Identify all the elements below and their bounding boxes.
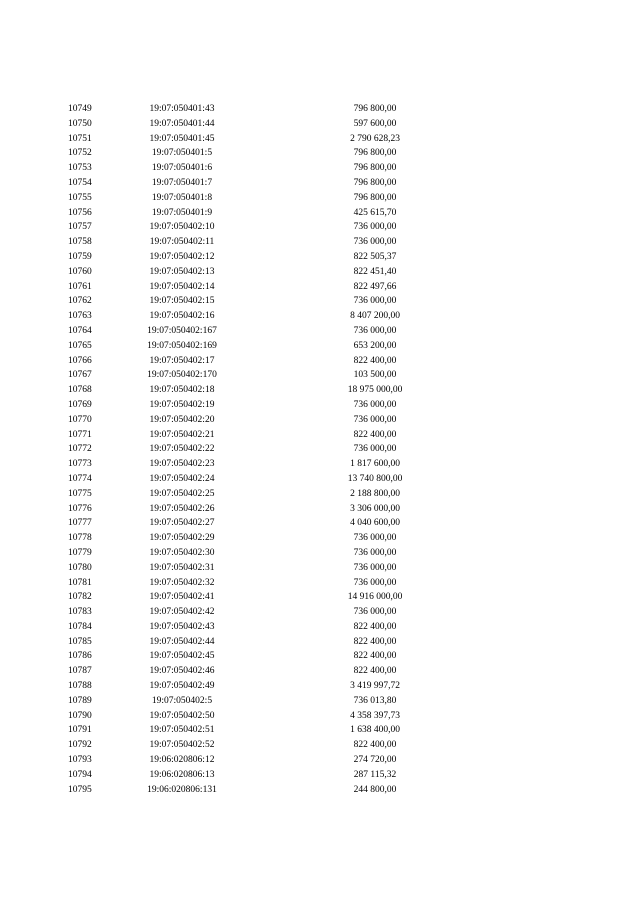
- cadastral-value: 822 400,00: [353, 651, 397, 662]
- row-number: 10790: [68, 710, 92, 721]
- row-number: 10775: [68, 488, 92, 499]
- cadastral-number: 19:07:050402:170: [147, 370, 217, 381]
- row-number: 10793: [68, 755, 92, 766]
- row-number: 10750: [68, 118, 92, 129]
- cadastral-value: 736 000,00: [353, 222, 397, 233]
- table-row: [0, 354, 640, 369]
- cadastral-number: 19:07:050401:9: [151, 207, 213, 218]
- cadastral-value: 796 800,00: [353, 192, 397, 203]
- row-number: 10782: [68, 592, 92, 603]
- cadastral-value: 736 000,00: [353, 577, 397, 588]
- cadastral-value: 822 400,00: [353, 355, 397, 366]
- cadastral-number: 19:07:050402:51: [149, 725, 215, 736]
- row-number: 10780: [68, 562, 92, 573]
- cadastral-number: 19:07:050401:44: [149, 118, 215, 129]
- table-row: [0, 783, 640, 798]
- row-number: 10787: [68, 666, 92, 677]
- row-number: 10777: [68, 518, 92, 529]
- cadastral-value: 736 000,00: [353, 607, 397, 618]
- cadastral-value: 822 505,37: [353, 251, 397, 262]
- table-row: [0, 457, 640, 472]
- cadastral-value: 736 000,00: [353, 562, 397, 573]
- table-row: [0, 502, 640, 517]
- cadastral-number: 19:07:050402:29: [149, 533, 215, 544]
- cadastral-number: 19:07:050402:27: [149, 518, 215, 529]
- row-number: 10784: [68, 621, 92, 632]
- cadastral-number: 19:07:050402:44: [149, 636, 215, 647]
- row-number: 10761: [68, 281, 92, 292]
- row-number: 10762: [68, 296, 92, 307]
- table-row: [0, 339, 640, 354]
- row-number: 10752: [68, 148, 92, 159]
- table-row: [0, 723, 640, 738]
- cadastral-number: 19:06:020806:12: [149, 755, 215, 766]
- cadastral-value: 4 040 600,00: [350, 518, 400, 529]
- cadastral-value: 796 800,00: [353, 104, 397, 114]
- cadastral-number: 19:07:050402:169: [147, 340, 217, 351]
- table-row: [0, 679, 640, 694]
- row-number: 10754: [68, 177, 92, 188]
- table-row: [0, 472, 640, 487]
- table-row: [0, 102, 640, 117]
- cadastral-value: 287 115,32: [353, 769, 397, 780]
- row-number: 10773: [68, 459, 92, 470]
- cadastral-number: 19:06:020806:131: [147, 784, 217, 795]
- cadastral-value: 736 000,00: [353, 444, 397, 455]
- table-row: [0, 487, 640, 502]
- table-row: [0, 576, 640, 591]
- table-row: [0, 280, 640, 295]
- cadastral-number: 19:07:050401:5: [151, 148, 213, 159]
- table-row: [0, 531, 640, 546]
- row-number: 10764: [68, 325, 92, 336]
- cadastral-value: 103 500,00: [353, 370, 397, 381]
- cadastral-value: 736 000,00: [353, 547, 397, 558]
- cadastral-number: 19:07:050402:45: [149, 651, 215, 662]
- cadastral-value: 274 720,00: [353, 755, 397, 766]
- row-number: 10786: [68, 651, 92, 662]
- cadastral-value: 653 200,00: [353, 340, 397, 351]
- cadastral-number: 19:07:050401:45: [149, 133, 215, 144]
- cadastral-number: 19:07:050402:49: [149, 681, 215, 692]
- cadastral-number: 19:07:050401:43: [149, 104, 215, 114]
- cadastral-value: 18 975 000,00: [347, 385, 403, 396]
- cadastral-number: 19:07:050402:18: [149, 385, 215, 396]
- row-number: 10760: [68, 266, 92, 277]
- table-row: [0, 590, 640, 605]
- cadastral-value: 822 400,00: [353, 636, 397, 647]
- cadastral-value: 736 000,00: [353, 325, 397, 336]
- cadastral-number: 19:07:050402:42: [149, 607, 215, 618]
- cadastral-value: 822 451,40: [353, 266, 397, 277]
- row-number: 10781: [68, 577, 92, 588]
- cadastral-value: 822 400,00: [353, 740, 397, 751]
- table-row: [0, 220, 640, 235]
- cadastral-number: 19:07:050402:21: [149, 429, 215, 440]
- table-row: [0, 516, 640, 531]
- table-row: [0, 235, 640, 250]
- row-number: 10772: [68, 444, 92, 455]
- cadastral-value: 425 615,70: [353, 207, 397, 218]
- row-number: 10756: [68, 207, 92, 218]
- row-number: 10757: [68, 222, 92, 233]
- row-number: 10749: [68, 104, 92, 114]
- table-row: [0, 768, 640, 783]
- cadastral-number: 19:07:050402:23: [149, 459, 215, 470]
- cadastral-value: 822 400,00: [353, 666, 397, 677]
- table-row: [0, 635, 640, 650]
- cadastral-value-table: [0, 102, 640, 797]
- cadastral-value: 736 000,00: [353, 296, 397, 307]
- row-number: 10776: [68, 503, 92, 514]
- row-number: 10792: [68, 740, 92, 751]
- cadastral-number: 19:07:050402:24: [149, 473, 215, 484]
- cadastral-number: 19:07:050402:32: [149, 577, 215, 588]
- row-number: 10767: [68, 370, 92, 381]
- cadastral-value: 796 800,00: [353, 163, 397, 174]
- row-number: 10788: [68, 681, 92, 692]
- table-row: [0, 561, 640, 576]
- cadastral-value: 796 800,00: [353, 148, 397, 159]
- cadastral-value: 736 000,00: [353, 399, 397, 410]
- cadastral-value: 4 358 397,73: [350, 710, 400, 721]
- table-row: [0, 442, 640, 457]
- cadastral-number: 19:07:050402:31: [149, 562, 215, 573]
- cadastral-number: 19:07:050402:167: [147, 325, 217, 336]
- table-row: [0, 694, 640, 709]
- table-row: [0, 294, 640, 309]
- cadastral-number: 19:07:050401:6: [151, 163, 213, 174]
- cadastral-number: 19:07:050401:8: [151, 192, 213, 203]
- cadastral-value: 736 000,00: [353, 414, 397, 425]
- row-number: 10763: [68, 311, 92, 322]
- cadastral-value: 3 306 000,00: [350, 503, 400, 514]
- table-row: [0, 413, 640, 428]
- cadastral-value: 2 790 628,23: [350, 133, 400, 144]
- cadastral-number: 19:07:050402:46: [149, 666, 215, 677]
- table-row: [0, 117, 640, 132]
- cadastral-number: 19:07:050402:17: [149, 355, 215, 366]
- cadastral-value: 1 817 600,00: [350, 459, 400, 470]
- table-row: [0, 620, 640, 635]
- cadastral-number: 19:07:050402:15: [149, 296, 215, 307]
- table-row: [0, 709, 640, 724]
- cadastral-value: 796 800,00: [353, 177, 397, 188]
- cadastral-number: 19:06:020806:13: [149, 769, 215, 780]
- table-row: [0, 546, 640, 561]
- cadastral-value: 736 000,00: [353, 533, 397, 544]
- row-number: 10765: [68, 340, 92, 351]
- cadastral-value: 597 600,00: [353, 118, 397, 129]
- row-number: 10774: [68, 473, 92, 484]
- cadastral-number: 19:07:050402:30: [149, 547, 215, 558]
- row-number: 10770: [68, 414, 92, 425]
- row-number: 10795: [68, 784, 92, 795]
- cadastral-value: 736 013,80: [353, 695, 397, 706]
- cadastral-value: 14 916 000,00: [347, 592, 403, 603]
- cadastral-number: 19:07:050402:25: [149, 488, 215, 499]
- row-number: 10755: [68, 192, 92, 203]
- table-row: [0, 250, 640, 265]
- table-row: [0, 368, 640, 383]
- row-number: 10769: [68, 399, 92, 410]
- cadastral-value: 13 740 800,00: [347, 473, 403, 484]
- cadastral-number: 19:07:050402:5: [151, 695, 213, 706]
- cadastral-number: 19:07:050402:26: [149, 503, 215, 514]
- table-row: [0, 398, 640, 413]
- cadastral-number: 19:07:050402:14: [149, 281, 215, 292]
- cadastral-number: 19:07:050402:41: [149, 592, 215, 603]
- cadastral-number: 19:07:050402:12: [149, 251, 215, 262]
- row-number: 10791: [68, 725, 92, 736]
- row-number: 10766: [68, 355, 92, 366]
- cadastral-number: 19:07:050402:11: [149, 237, 215, 248]
- row-number: 10783: [68, 607, 92, 618]
- table-row: [0, 324, 640, 339]
- row-number: 10778: [68, 533, 92, 544]
- table-row: [0, 161, 640, 176]
- table-row: [0, 176, 640, 191]
- cadastral-number: 19:07:050402:10: [149, 222, 215, 233]
- cadastral-value: 736 000,00: [353, 237, 397, 248]
- table-row: [0, 664, 640, 679]
- cadastral-number: 19:07:050402:16: [149, 311, 215, 322]
- cadastral-value: 822 497,66: [353, 281, 397, 292]
- cadastral-number: 19:07:050402:13: [149, 266, 215, 277]
- row-number: 10753: [68, 163, 92, 174]
- table-row: [0, 309, 640, 324]
- table-row: [0, 428, 640, 443]
- cadastral-value: 244 800,00: [353, 784, 397, 795]
- table-row: [0, 265, 640, 280]
- cadastral-number: 19:07:050402:50: [149, 710, 215, 721]
- cadastral-number: 19:07:050402:52: [149, 740, 215, 751]
- table-row: [0, 206, 640, 221]
- cadastral-value: 2 188 800,00: [350, 488, 400, 499]
- row-number: 10779: [68, 547, 92, 558]
- row-number: 10768: [68, 385, 92, 396]
- row-number: 10785: [68, 636, 92, 647]
- cadastral-number: 19:07:050402:20: [149, 414, 215, 425]
- cadastral-value: 822 400,00: [353, 429, 397, 440]
- table-row: [0, 191, 640, 206]
- table-row: [0, 132, 640, 147]
- cadastral-number: 19:07:050402:22: [149, 444, 215, 455]
- cadastral-value: 822 400,00: [353, 621, 397, 632]
- cadastral-value: 1 638 400,00: [350, 725, 400, 736]
- table-row: [0, 146, 640, 161]
- table-row: [0, 753, 640, 768]
- cadastral-number: 19:07:050402:19: [149, 399, 215, 410]
- row-number: 10771: [68, 429, 92, 440]
- row-number: 10759: [68, 251, 92, 262]
- table-row: [0, 738, 640, 753]
- row-number: 10758: [68, 237, 92, 248]
- row-number: 10751: [68, 133, 92, 144]
- cadastral-value: 3 419 997,72: [350, 681, 400, 692]
- table-row: [0, 605, 640, 620]
- table-row: [0, 383, 640, 398]
- cadastral-number: 19:07:050401:7: [151, 177, 213, 188]
- table-row: [0, 649, 640, 664]
- cadastral-number: 19:07:050402:43: [149, 621, 215, 632]
- row-number: 10794: [68, 769, 92, 780]
- row-number: 10789: [68, 695, 92, 706]
- cadastral-value: 8 407 200,00: [350, 311, 400, 322]
